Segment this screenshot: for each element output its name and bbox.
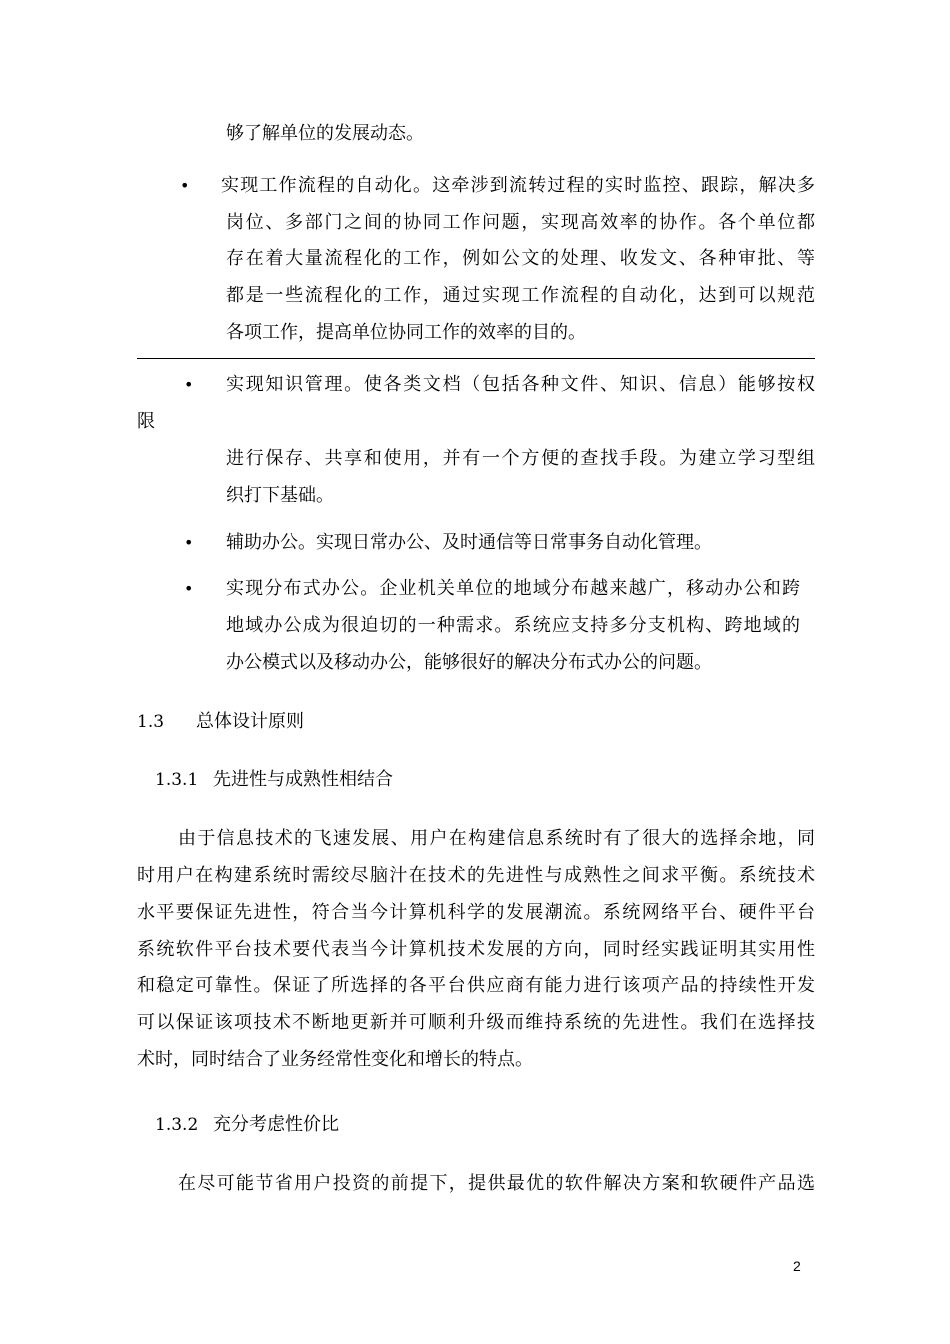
text-line: 进行保存、共享和使用，并有一个方便的查找手段。为建立学习型组 (226, 448, 815, 469)
paragraph-line: 和稳定可靠性。保证了所选择的各平台供应商有能力进行该项产品的持续性开发 (137, 975, 815, 996)
subsection-title: 充分考虑性价比 (213, 1114, 339, 1135)
text-line: 够了解单位的发展动态。 (226, 123, 424, 144)
text-line: 实现知识管理。使各类文档（包括各种文件、知识、信息）能够按权 (226, 374, 815, 395)
horizontal-rule (137, 358, 815, 359)
bullet-marker: • (180, 176, 190, 195)
paragraph-line: 系统软件平台技术要代表当今计算机技术发展的方向，同时经实践证明其实用性 (137, 939, 815, 960)
text-line: 限 (137, 411, 155, 432)
text-line: 织打下基础。 (226, 485, 334, 506)
paragraph-line: 水平要保证先进性，符合当今计算机科学的发展潮流。系统网络平台、硬件平台 (137, 902, 815, 923)
subsection-number: 1.3.2 (155, 1115, 199, 1135)
text-line: 地域办公成为很迫切的一种需求。系统应支持多分支机构、跨地域的 (226, 615, 800, 636)
paragraph-line: 术时，同时结合了业务经常性变化和增长的特点。 (137, 1049, 533, 1070)
text-line: 办公模式以及移动办公，能够很好的解决分布式办公的问题。 (226, 652, 712, 673)
text-line: 存在着大量流程化的工作，例如公文的处理、收发文、各种审批、等 (226, 248, 815, 269)
page-number: 2 (793, 1258, 801, 1274)
text-line: 实现工作流程的自动化。这牵涉到流转过程的实时监控、跟踪，解决多 (221, 175, 815, 196)
bullet-marker: • (184, 533, 194, 552)
text-line: 实现分布式办公。企业机关单位的地域分布越来越广，移动办公和跨 (226, 578, 800, 599)
paragraph-line: 时用户在构建系统时需绞尽脑汁在技术的先进性与成熟性之间求平衡。系统技术 (137, 865, 815, 886)
text-line: 各项工作，提高单位协同工作的效率的目的。 (226, 322, 586, 343)
section-title: 总体设计原则 (196, 711, 304, 732)
text-line: 岗位、多部门之间的协同工作问题，实现高效率的协作。各个单位都 (226, 212, 815, 233)
paragraph-line: 由于信息技术的飞速发展、用户在构建信息系统时有了很大的选择余地，同 (178, 828, 815, 849)
bullet-marker: • (184, 579, 194, 598)
paragraph-line: 在尽可能节省用户投资的前提下，提供最优的软件解决方案和软硬件产品选 (178, 1173, 815, 1194)
subsection-number: 1.3.1 (155, 770, 199, 790)
text-line: 都是一些流程化的工作，通过实现工作流程的自动化，达到可以规范 (226, 285, 815, 306)
subsection-title: 先进性与成熟性相结合 (213, 769, 393, 790)
section-number: 1.3 (137, 712, 165, 732)
text-line: 辅助办公。实现日常办公、及时通信等日常事务自动化管理。 (226, 532, 712, 553)
bullet-marker: • (184, 375, 194, 394)
paragraph-line: 可以保证该项技术不断地更新并可顺利升级而维持系统的先进性。我们在选择技 (137, 1012, 815, 1033)
